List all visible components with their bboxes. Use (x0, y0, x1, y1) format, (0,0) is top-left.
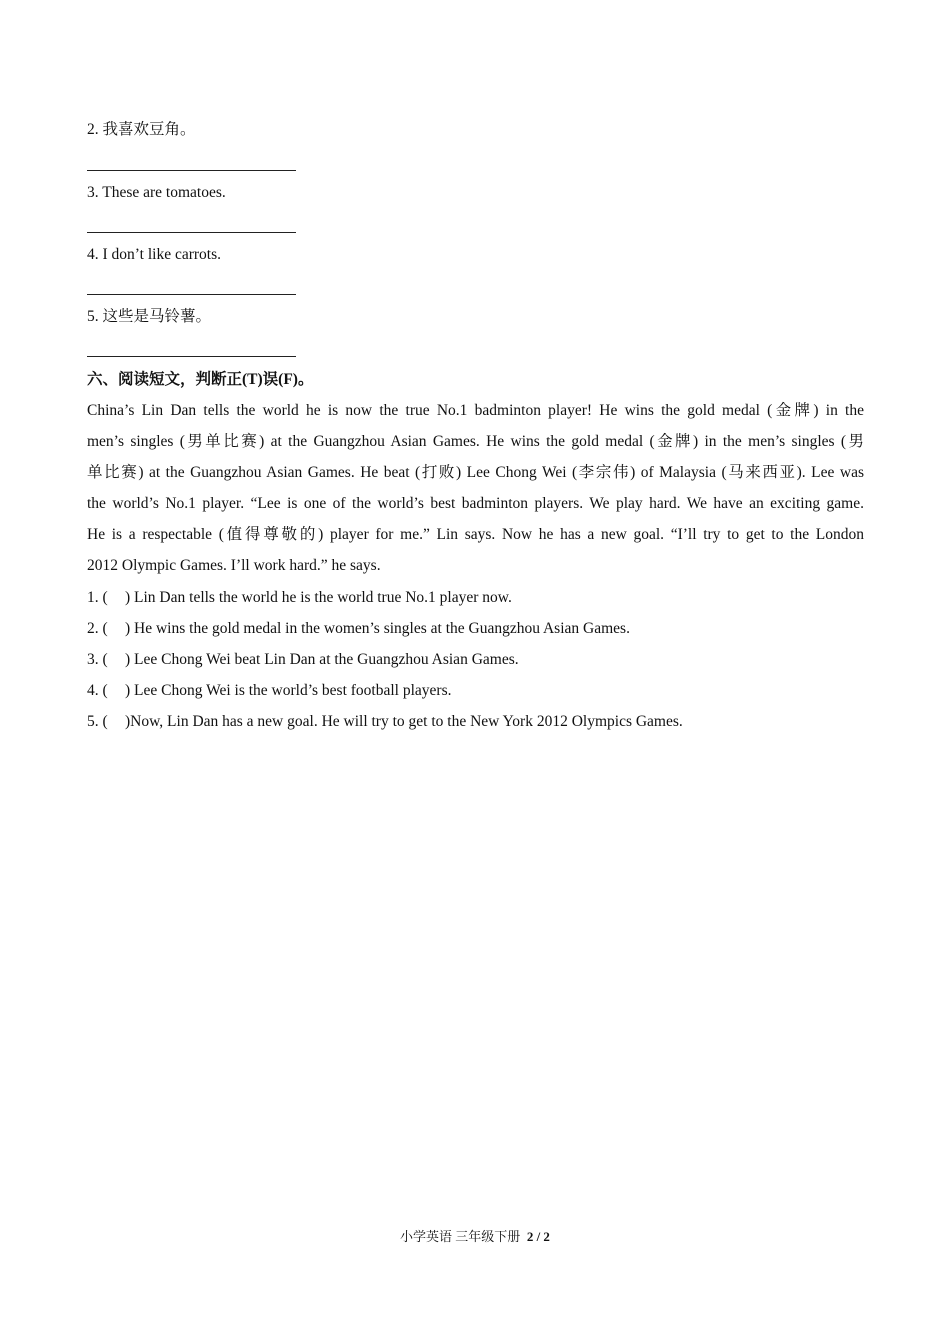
passage-line: 2012 Olympic Games. I’ll work hard.” he says. (87, 557, 381, 574)
question-number[interactable]: 5. ( (87, 713, 108, 730)
translation-item-3: 3. These are tomatoes. (87, 184, 226, 201)
tf-question-1 (87, 588, 512, 608)
answer-blank-5[interactable] (87, 356, 296, 357)
tf-question-5 (87, 712, 683, 732)
question-number[interactable]: 1. ( (87, 589, 108, 606)
passage-line: 单比赛) at the Guangzhou Asian Games. He beat (打败) Lee Chong Wei (李宗伟) of Malaysia (马来西亚). Lee was (87, 464, 864, 481)
tf-question-3 (87, 650, 519, 670)
answer-blank-4[interactable] (87, 294, 296, 295)
translation-item-5: 5. 这些是马铃薯。 (87, 308, 212, 325)
page-footer (0, 1228, 950, 1246)
question-number[interactable]: 3. ( (87, 651, 108, 668)
page-number: 2 / 2 (526, 1229, 550, 1244)
translation-item-4: 4. I don’t like carrots. (87, 246, 222, 263)
tf-question-2 (87, 619, 630, 639)
question-text: )Now, Lin Dan has a new goal. He will try to get to the New York 2012 Olympics Games. (125, 713, 683, 730)
passage-line: men’s singles (男单比赛) at the Guangzhou Asian Games. He wins the gold medal (金牌) in the men’s singles (男 (87, 433, 864, 450)
question-number[interactable]: 2. ( (87, 620, 108, 637)
passage-line: He is a respectable (值得尊敬的) player for me.” Lin says. Now he has a new goal. “I’ll try to get to the London (87, 526, 864, 543)
passage-line: China’s Lin Dan tells the world he is now the true No.1 badminton player! He wins the gold medal (金牌) in the (87, 402, 864, 419)
question-text: ) Lee Chong Wei is the world’s best football players. (125, 682, 452, 699)
reading-passage (87, 395, 864, 581)
question-text: ) He wins the gold medal in the women’s singles at the Guangzhou Asian Games. (125, 620, 630, 637)
tf-question-4 (87, 681, 451, 701)
section-heading: 六、阅读短文，判断正(T)误(F)。 (87, 371, 314, 388)
footer-label: 小学英语 三年级下册 (400, 1229, 521, 1244)
answer-blank-3[interactable] (87, 232, 296, 233)
passage-line: the world’s No.1 player. “Lee is one of the world’s best badminton players. We play hard. We have an exciting game. (87, 495, 864, 512)
question-text: ) Lin Dan tells the world he is the world true No.1 player now. (125, 589, 512, 606)
answer-blank-2[interactable] (87, 170, 296, 171)
question-text: ) Lee Chong Wei beat Lin Dan at the Guangzhou Asian Games. (125, 651, 519, 668)
translation-item-2: 2. 我喜欢豆角。 (87, 121, 196, 138)
question-number[interactable]: 4. ( (87, 682, 108, 699)
